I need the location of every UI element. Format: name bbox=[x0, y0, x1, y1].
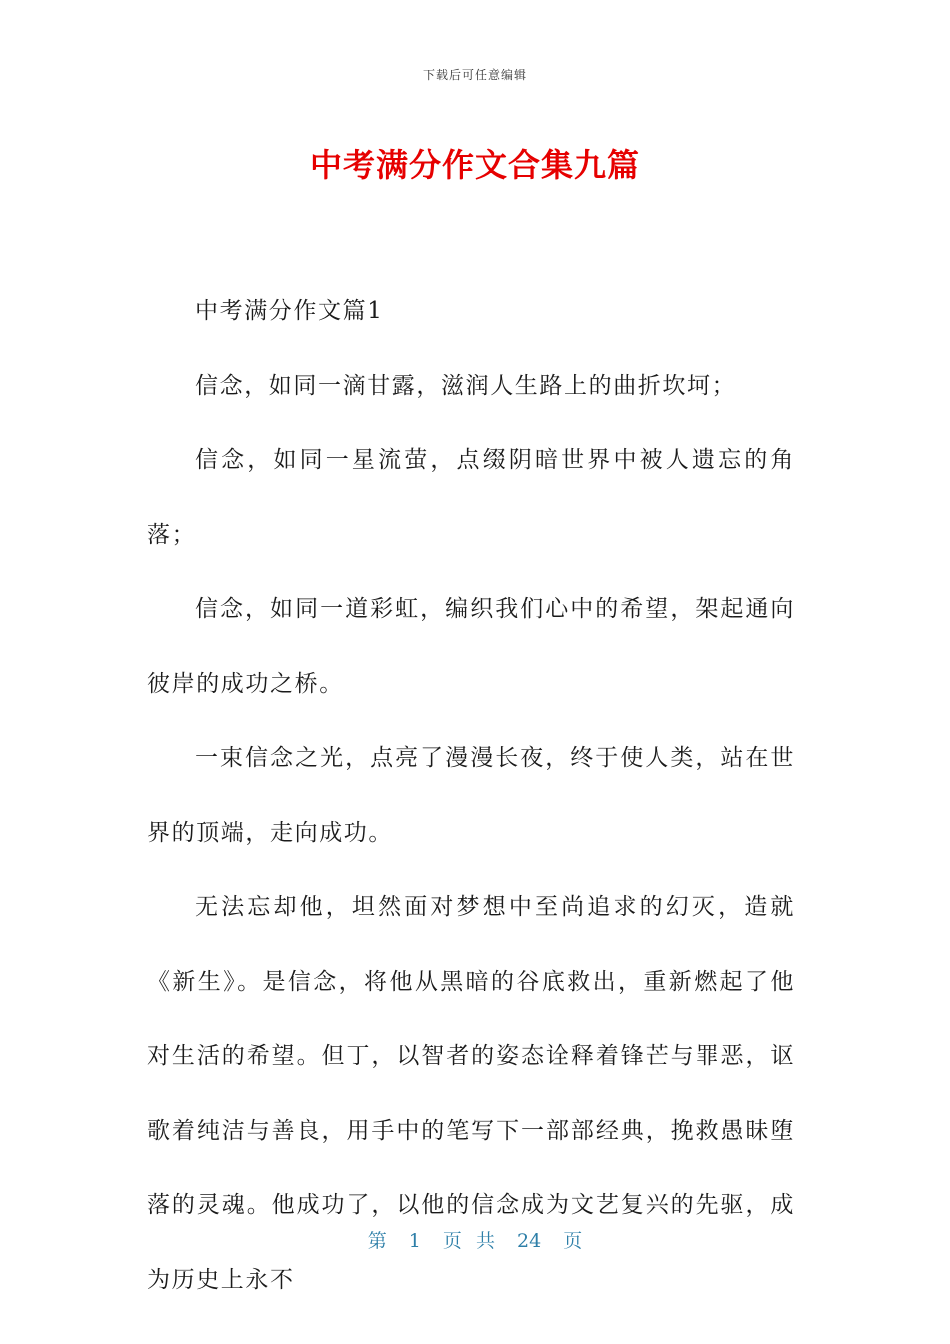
paragraph: 一束信念之光，点亮了漫漫长夜，终于使人类，站在世界的顶端，走向成功。 bbox=[147, 745, 795, 846]
document-title: 中考满分作文合集九篇 bbox=[309, 146, 640, 184]
total-pages-number: 24 bbox=[517, 1230, 542, 1252]
footer-suffix: 页 bbox=[563, 1230, 583, 1252]
document-body bbox=[147, 274, 795, 1317]
paragraph: 信念，如同一星流萤，点缀阴暗世界中被人遗忘的角落； bbox=[147, 447, 795, 548]
page-footer bbox=[0, 1226, 950, 1253]
paragraph: 无法忘却他，坦然面对梦想中至尚追求的幻灭，造就《新生》。是信念，将他从黑暗的谷底救出，重新燃起了他对生活的希望。但丁，以智者的姿态诠释着锋芒与罪恶，讴歌着纯洁与善良，用手中的笔写下一部部经典，挽救愚昧堕落的灵魂。他成功了，以他的信念成为文艺复兴的先驱，成为历史上永不 bbox=[147, 894, 795, 1293]
header-note: 下载后可任意编辑 bbox=[422, 68, 527, 82]
paragraph: 信念，如同一滴甘露，滋润人生路上的曲折坎坷； bbox=[195, 372, 737, 399]
section-heading: 中考满分作文篇1 bbox=[195, 298, 384, 324]
paragraph: 信念，如同一道彩虹，编织我们心中的希望，架起通向彼岸的成功之桥。 bbox=[147, 596, 795, 697]
current-page-number: 1 bbox=[408, 1230, 421, 1252]
footer-middle: 页 共 bbox=[442, 1230, 495, 1252]
footer-prefix: 第 bbox=[367, 1230, 387, 1252]
